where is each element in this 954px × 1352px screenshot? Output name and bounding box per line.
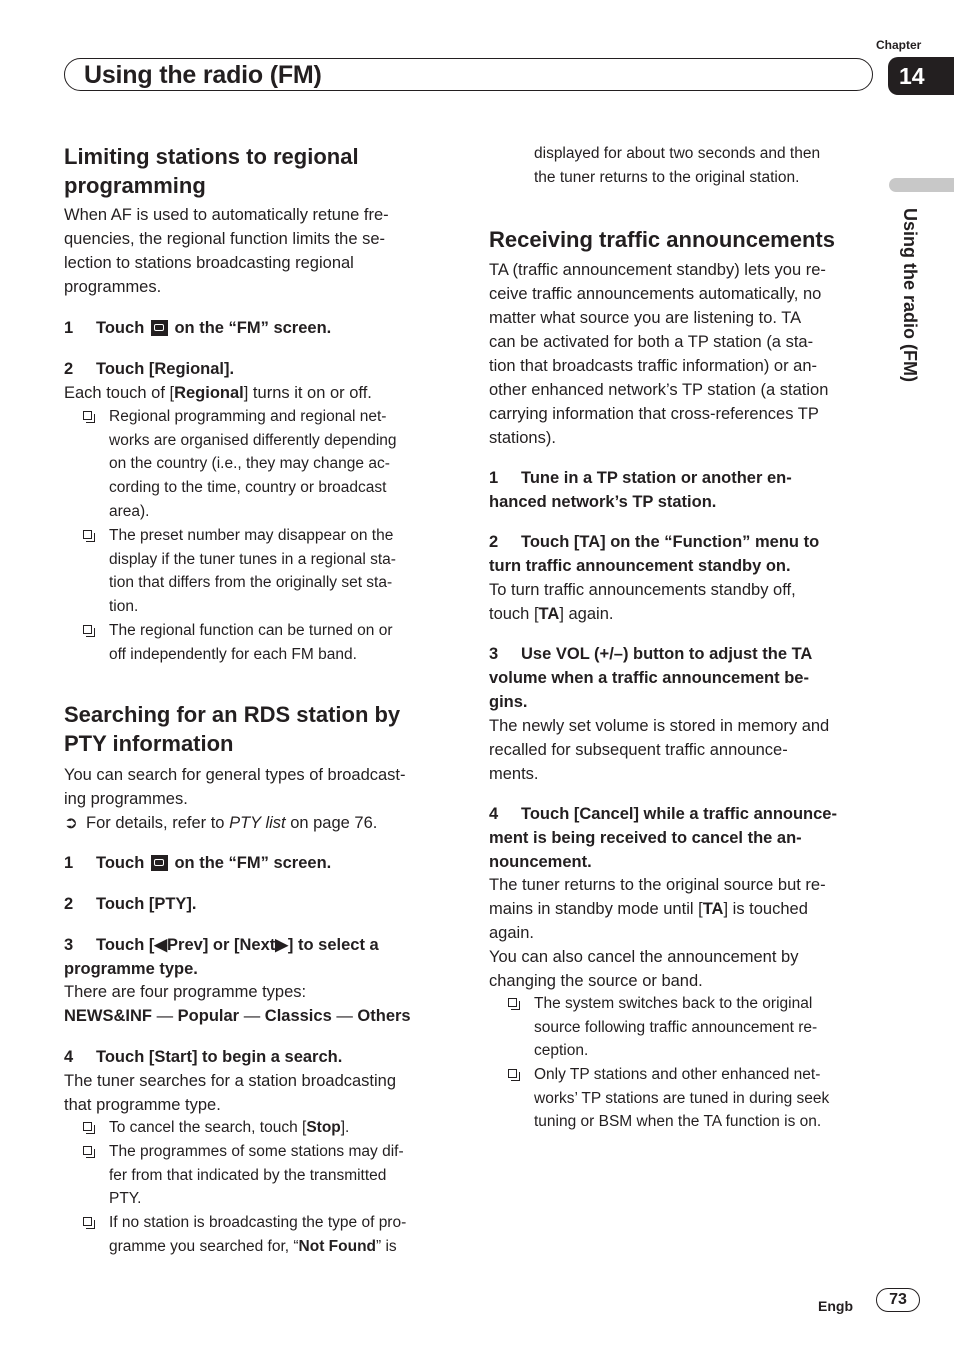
text-line: The regional function can be turned on or: [109, 622, 393, 639]
text-line: ceive traffic announcements automatically, no: [489, 285, 822, 303]
heading-line: Limiting stations to regional: [64, 144, 359, 169]
section-heading-regional: [64, 143, 359, 200]
text-run: on page 76.: [285, 814, 378, 832]
note-bullet-icon: [83, 411, 92, 420]
text-line: display if the tuner tunes in a regional sta-: [109, 550, 396, 568]
text-run: ] is touched: [723, 900, 808, 918]
text-run: ] again.: [559, 605, 614, 623]
text-run: ” is: [376, 1237, 397, 1255]
step-3-traffic: [489, 642, 812, 714]
pty-intro: [64, 763, 406, 835]
step-number: 1: [489, 469, 499, 487]
text-line: The system switches back to the original: [534, 995, 813, 1012]
reference-link[interactable]: PTY list: [229, 814, 286, 832]
step-1-pty: [64, 851, 331, 875]
step-text: Touch: [96, 319, 145, 337]
type-others: Others: [357, 1007, 411, 1025]
step-1-regional: [64, 316, 331, 340]
step-number: 3: [489, 645, 499, 663]
step-number: 2: [64, 360, 74, 378]
text-line: again.: [489, 924, 534, 942]
function-icon: [151, 855, 168, 871]
text-line: on the country (i.e., they may change ac-: [109, 455, 390, 473]
type-classics: Classics: [264, 1007, 332, 1025]
separator: —: [152, 1007, 178, 1025]
step-number: 2: [64, 895, 74, 913]
text-line: off independently for each FM band.: [109, 645, 357, 663]
step-text: on the “FM” screen.: [174, 319, 332, 337]
text-line: other enhanced network’s TP station (a station: [489, 381, 829, 399]
text-line: ments.: [489, 765, 539, 783]
text-line: works are organised differently depending: [109, 431, 397, 449]
note-bullet-icon: [83, 1217, 92, 1226]
step-1-traffic: [489, 466, 792, 514]
traffic-intro: [489, 258, 828, 450]
text-line: quencies, the regional function limits the se-: [64, 230, 386, 248]
text-line: If no station is broadcasting the type of pro-: [109, 1214, 407, 1231]
step-text: Touch [Regional].: [96, 360, 235, 378]
step-text: gins.: [489, 693, 528, 711]
text-line: programmes.: [64, 278, 162, 296]
step-text: on the “FM” screen.: [174, 854, 332, 872]
text-line: tion.: [109, 598, 139, 616]
separator: —: [239, 1007, 265, 1025]
text-line: The newly set volume is stored in memory and: [489, 717, 830, 735]
text-line: The programmes of some stations may dif-: [109, 1143, 404, 1160]
text-line: You can search for general types of broadcast-: [64, 766, 406, 784]
regional-label: Regional: [174, 384, 244, 402]
text-line: ception.: [534, 1042, 589, 1060]
text-run: gramme you searched for, “: [109, 1237, 299, 1255]
note-bullet-icon: [508, 998, 517, 1007]
ta-label: TA: [538, 605, 560, 623]
text-line: TA (traffic announcement standby) lets you re-: [489, 261, 826, 279]
text-run: ] turns it on or off.: [243, 384, 372, 402]
step-2-regional: [64, 357, 234, 381]
text-run: For details, refer to: [86, 814, 230, 832]
text-line: that programme type.: [64, 1096, 221, 1114]
note-bullet-icon: [83, 1122, 92, 1131]
text-run: touch [: [489, 605, 539, 623]
step-text: hanced network’s TP station.: [489, 493, 717, 511]
step-text: Use VOL (+/–) button to adjust the TA: [521, 645, 813, 663]
step-text: Touch [◀Prev] or [Next▶] to select a: [96, 936, 379, 954]
chapter-label: Chapter: [876, 38, 922, 52]
step-text: Touch [TA] on the “Function” menu to: [521, 533, 820, 551]
section-heading-pty: [64, 701, 400, 758]
text-line: PTY.: [109, 1190, 142, 1208]
note-pty-3: [64, 1211, 406, 1258]
text-run: mains in standby mode until [: [489, 900, 703, 918]
text-line: The tuner returns to the original source but re-: [489, 876, 826, 894]
function-icon: [151, 320, 168, 336]
text-line: tion that differs from the originally set sta-: [109, 574, 393, 592]
note-bullet-icon: [83, 625, 92, 634]
text-line: matter what source you are listening to. TA: [489, 309, 802, 327]
text-line: cording to the time, country or broadcast: [109, 479, 387, 497]
text-line: Only TP stations and other enhanced net-: [534, 1066, 821, 1083]
not-found-label: Not Found: [298, 1237, 377, 1255]
step-4-traffic: [489, 802, 837, 874]
ta-label: TA: [702, 900, 724, 918]
heading-line: PTY information: [64, 730, 234, 756]
heading-line: programming: [64, 172, 206, 198]
note-pty-2: [64, 1140, 404, 1211]
note-continued: [489, 142, 820, 189]
text-line: You can also cancel the announcement by: [489, 948, 799, 966]
step-text: Tune in a TP station or another en-: [521, 469, 792, 487]
note-bullet-icon: [508, 1069, 517, 1078]
step-text: Touch [PTY].: [96, 895, 197, 913]
note-regional-2: [64, 524, 396, 619]
type-popular: Popular: [177, 1007, 240, 1025]
step-3-pty: [64, 933, 379, 981]
text-line: The preset number may disappear on the: [109, 527, 394, 544]
programme-types: [64, 980, 411, 1028]
step-2-pty: [64, 892, 197, 916]
text-line: stations).: [489, 429, 556, 447]
type-news: NEWS&INF: [64, 1007, 152, 1025]
text-line: the tuner returns to the original station.: [534, 168, 800, 186]
cancel-text: [489, 873, 826, 993]
step-number: 4: [489, 805, 499, 823]
text-line: Regional programming and regional net-: [109, 408, 387, 425]
text-run: Each touch of [: [64, 384, 175, 402]
section-heading-traffic: Receiving traffic announcements: [489, 227, 835, 252]
text-line: tion that broadcasts traffic information) or an-: [489, 357, 818, 375]
regional-intro: [64, 203, 389, 299]
text-line: To turn traffic announcements standby off,: [489, 581, 796, 599]
separator: —: [331, 1007, 358, 1025]
reference-arrow-icon: ➲: [64, 814, 78, 832]
step-text: turn traffic announcement standby on.: [489, 557, 791, 575]
side-tab-marker: [889, 178, 954, 192]
text-line: changing the source or band.: [489, 972, 703, 990]
note-traffic-2: [489, 1063, 829, 1134]
step-number: 1: [64, 854, 74, 872]
note-bullet-icon: [83, 530, 92, 539]
text-line: The tuner searches for a station broadcasting: [64, 1072, 397, 1090]
text-line: can be activated for both a TP station (a sta-: [489, 333, 814, 351]
side-section-title: Using the radio (FM): [900, 208, 920, 382]
step-text: Touch [Cancel] while a traffic announce-: [521, 805, 837, 823]
regional-toggle-text: [64, 381, 372, 405]
text-line: displayed for about two seconds and then: [534, 145, 821, 162]
step-number: 2: [489, 533, 499, 551]
text-line: When AF is used to automatically retune fre-: [64, 206, 389, 224]
step-text: programme type.: [64, 960, 198, 978]
text-run: ].: [340, 1119, 350, 1136]
page-title: Using the radio (FM): [84, 61, 322, 89]
text-line: works’ TP stations are tuned in during seek: [534, 1089, 830, 1107]
text-line: ing programmes.: [64, 790, 188, 808]
text-line: There are four programme types:: [64, 983, 307, 1001]
step-number: 1: [64, 319, 74, 337]
step-text: nouncement.: [489, 853, 592, 871]
stop-label: Stop: [306, 1119, 341, 1136]
ta-off-text: [489, 578, 796, 626]
step-text: ment is being received to cancel the an-: [489, 829, 802, 847]
step-4-pty: [64, 1045, 342, 1069]
text-line: fer from that indicated by the transmitted: [109, 1166, 387, 1184]
step-2-traffic: [489, 530, 819, 578]
text-line: tuning or BSM when the TA function is on.: [534, 1113, 822, 1131]
text-line: carrying information that cross-references TP: [489, 405, 819, 423]
step-text: volume when a traffic announcement be-: [489, 669, 809, 687]
step-number: 4: [64, 1048, 74, 1066]
text-line: lection to stations broadcasting regional: [64, 254, 354, 272]
note-traffic-1: [489, 992, 817, 1063]
text-run: To cancel the search, touch [: [109, 1119, 307, 1136]
text-line: source following traffic announcement re-: [534, 1018, 818, 1036]
step-text: Touch [Start] to begin a search.: [96, 1048, 343, 1066]
note-pty-1: [64, 1116, 349, 1140]
text-line: recalled for subsequent traffic announce-: [489, 741, 788, 759]
note-regional-1: [64, 405, 397, 524]
step-number: 3: [64, 936, 74, 954]
note-regional-3: [64, 619, 393, 666]
language-code: Engb: [818, 1298, 853, 1314]
page-number: 73: [876, 1288, 920, 1312]
step-text: Touch: [96, 854, 145, 872]
chapter-number-badge: 14: [888, 57, 954, 95]
search-text: [64, 1069, 396, 1117]
volume-text: [489, 714, 829, 786]
heading-line: Searching for an RDS station by: [64, 702, 401, 727]
text-line: area).: [109, 502, 150, 520]
note-bullet-icon: [83, 1146, 92, 1155]
